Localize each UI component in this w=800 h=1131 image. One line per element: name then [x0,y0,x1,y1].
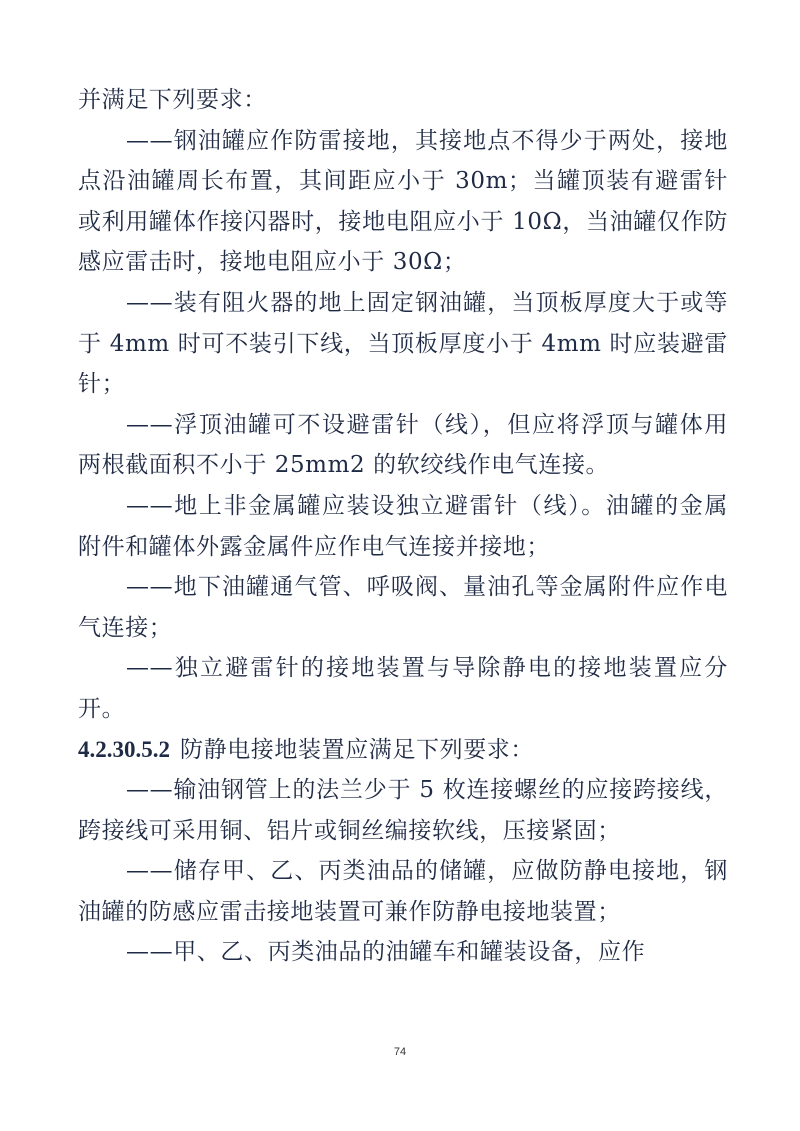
section-title: 防静电接地装置应满足下列要求： [180,736,534,763]
paragraph-tank-truck: ——甲、乙、丙类油品的油罐车和罐装设备，应作 [126,939,646,966]
paragraph-steel-tank-grounding: ——钢油罐应作防雷接地，其接地点不得少于两处，接地点沿油罐周长布置，其间距应小于 30m；当罐顶装有避雷针或利用罐体作接闪器时，接地电阻应小于 10Ω，当油罐仅作防感应雷击时，接地电阻应小于 30Ω； [78,127,728,276]
section-number: 4.2.30.5.2 [78,736,170,762]
paragraph-storage-tank-antistatic: ——储存甲、乙、丙类油品的储罐，应做防静电接地，钢油罐的防感应雷击接地装置可兼作防静电接地装置； [78,858,728,925]
paragraph-floating-roof-tank: ——浮顶油罐可不设避雷针（线），但应将浮顶与罐体用两根截面积不小于 25mm2 的软绞线作电气连接。 [78,411,728,479]
paragraph-nonmetal-tank: ——地上非金属罐应装设独立避雷针（线）。油罐的金属附件和罐体外露金属件应作电气连接并接地； [78,492,728,560]
body-text [78,80,728,973]
paragraph-lightning-rod-separation: ——独立避雷针的接地装置与导除静电的接地装置应分开。 [78,655,728,722]
paragraph-underground-tank: ——地下油罐通气管、呼吸阀、量油孔等金属附件应作电气连接； [78,574,728,641]
paragraph-flame-arrester-tank: ——装有阻火器的地上固定钢油罐，当顶板厚度大于或等于 4mm 时可不装引下线，当顶板厚度小于 4mm 时应装避雷针； [78,289,728,398]
paragraph-intro: 并满足下列要求： [78,87,267,113]
page-number: 74 [393,1046,407,1058]
paragraph-flange-jumper: ——输油钢管上的法兰少于 5 枚连接螺丝的应接跨接线，跨接线可采用铜、铝片或铜丝编接软线，压接紧固； [78,777,728,844]
section-heading [78,730,728,771]
